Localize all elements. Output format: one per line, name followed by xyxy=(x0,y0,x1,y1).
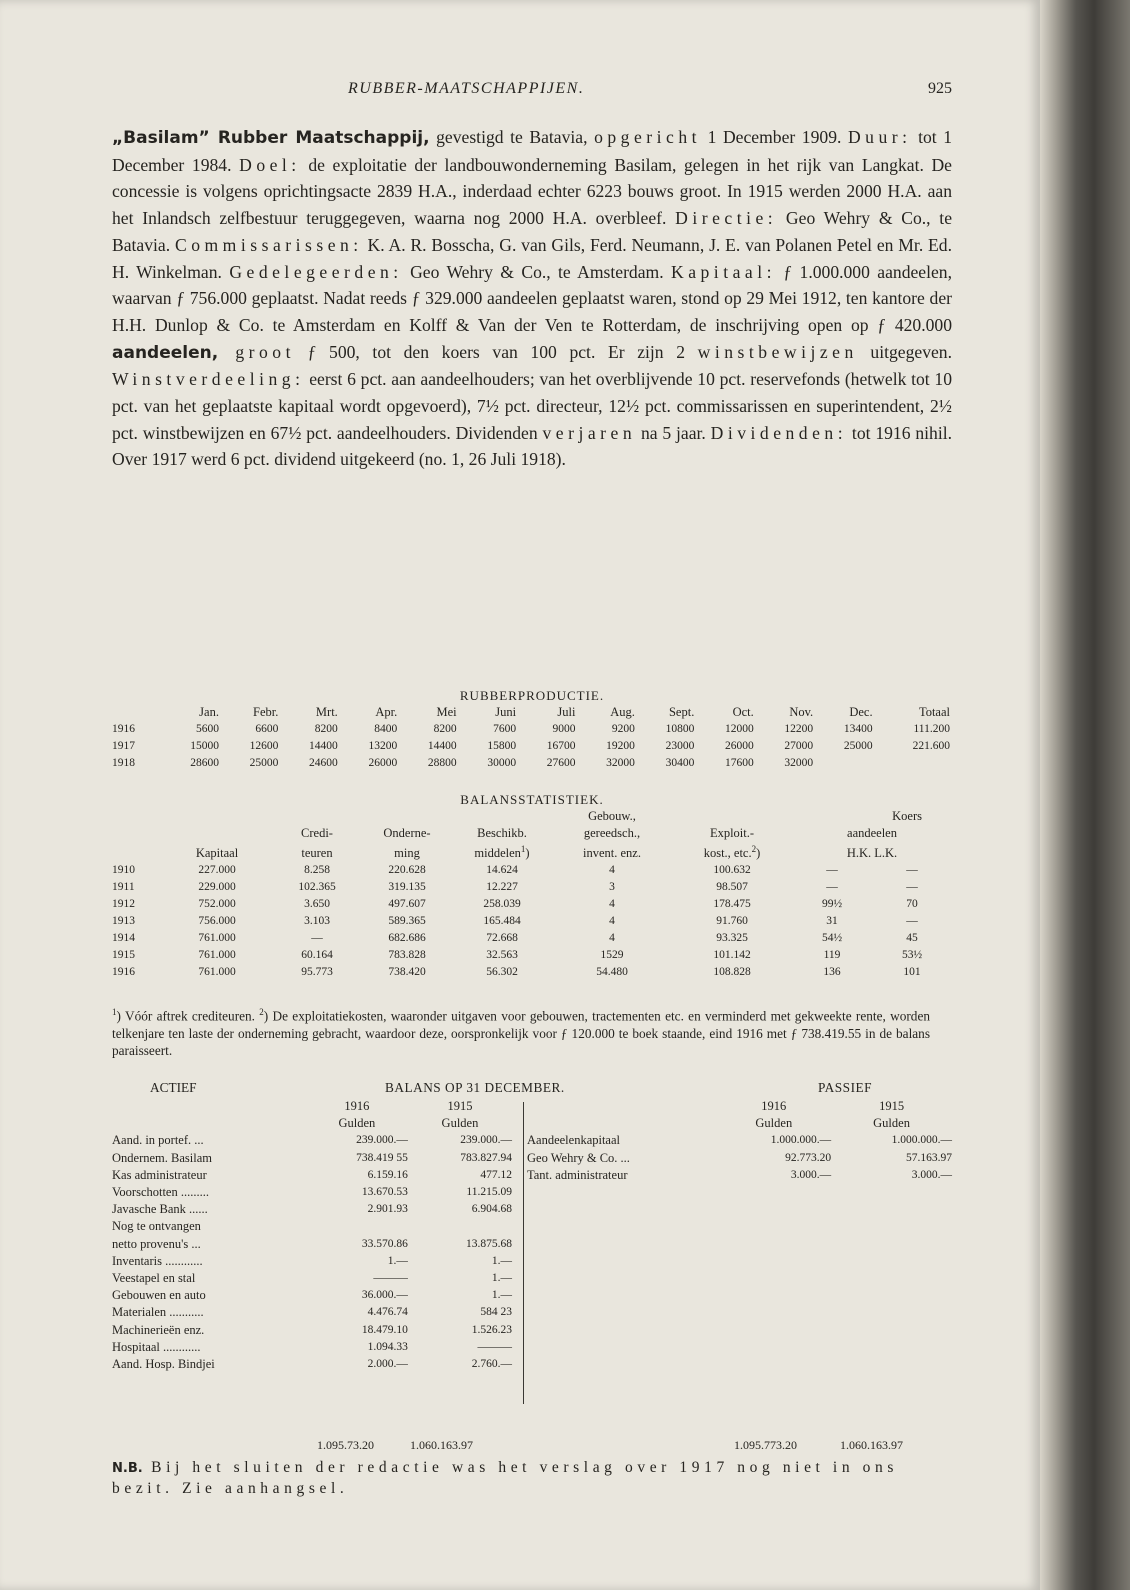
table-cell: Kas administrateur xyxy=(112,1167,207,1182)
passief-label: PASSIEF xyxy=(818,1080,873,1095)
column-header: Koers xyxy=(892,809,922,823)
table-cell: 14400 xyxy=(309,740,338,752)
actief-row xyxy=(112,1339,512,1356)
table-cell: ——— xyxy=(373,1272,408,1285)
table-cell: 682.686 xyxy=(388,931,426,944)
page-number: 925 xyxy=(928,80,952,97)
table-cell: 13400 xyxy=(843,723,873,735)
column-header: middelen$^1$) xyxy=(474,844,530,861)
column-header: Credi- xyxy=(301,825,333,840)
body-text: ƒ 500, tot den koers van 100 pct. Er zijn 2 xyxy=(294,341,698,362)
passief-row xyxy=(527,1150,952,1167)
actief-row xyxy=(112,1167,512,1184)
table-cell: Hospitaal ............ xyxy=(112,1339,201,1354)
table-header-row xyxy=(112,704,950,721)
spaced-term: Commissarissen: xyxy=(174,234,363,255)
table-cell: 2.901.93 xyxy=(367,1203,408,1216)
balans-title: BALANS OP 31 DECEMBER. xyxy=(385,1080,565,1095)
table-cell: 25000 xyxy=(249,757,279,769)
unit-header: Gulden xyxy=(873,1116,910,1131)
table-cell: 23000 xyxy=(665,740,695,752)
table-cell: 783.827.94 xyxy=(460,1151,512,1164)
table-cell: 4 xyxy=(609,897,615,910)
column-header: Totaal xyxy=(918,705,950,719)
balansstatistiek-title: BALANSSTATISTIEK. xyxy=(460,792,604,807)
table-cell: 30000 xyxy=(487,757,517,769)
spaced-term: winstbewijzen xyxy=(697,341,858,362)
table-cell: 5600 xyxy=(195,723,219,735)
actief-row xyxy=(112,1236,512,1253)
table-cell: 3.103 xyxy=(304,914,330,927)
table-cell: Nog te ontvangen xyxy=(112,1219,201,1234)
actief-total-1916: 1.095.73.20 xyxy=(317,1438,374,1452)
table-cell: 1916 xyxy=(112,723,135,735)
table-cell: 4 xyxy=(609,914,615,927)
column-header: invent. enz. xyxy=(583,846,641,861)
table-cell: 756.000 xyxy=(198,914,236,927)
table-cell: 8400 xyxy=(374,723,398,735)
balans-totals xyxy=(112,1438,952,1456)
year-header: 1915 xyxy=(447,1099,473,1113)
table-cell: 227.000 xyxy=(198,863,236,876)
body-text: tot 1 December 1984. xyxy=(112,127,952,175)
table-cell xyxy=(408,1218,512,1235)
table-cell: 738.420 xyxy=(388,965,426,978)
footnote-1: Vóór aftrek crediteuren. xyxy=(120,1008,260,1024)
body-text: K. A. R. Bosscha, G. van Gils, Ferd. Neumann, J. E. van Polanen Petel en Mr. Ed. H. Winkelman. xyxy=(112,234,952,282)
column-header: ming xyxy=(394,846,420,861)
table-cell: 57.163.97 xyxy=(906,1151,952,1164)
table-cell: 17600 xyxy=(725,757,754,769)
book-spine xyxy=(1040,0,1130,1590)
table-cell: — xyxy=(906,863,918,876)
table-cell: 16700 xyxy=(546,740,576,752)
table-cell: 72.668 xyxy=(486,931,518,944)
actief-table xyxy=(112,1098,512,1373)
table-cell xyxy=(306,1218,408,1235)
rubberproductie-table xyxy=(112,704,950,772)
table-cell: 1911 xyxy=(112,880,135,893)
table-cell: 319.135 xyxy=(388,880,426,893)
column-header: Juni xyxy=(495,705,517,719)
table-cell: 31 xyxy=(826,914,838,927)
table-cell: 6.159.16 xyxy=(367,1168,408,1181)
year-header: 1915 xyxy=(879,1099,905,1113)
table-cell: 229.000 xyxy=(198,880,236,893)
body-text: na 5 jaar. xyxy=(636,422,711,443)
body-text: Geo Wehry & Co., te Amsterdam. xyxy=(402,261,671,282)
column-header: Dec. xyxy=(849,705,873,719)
actief-row xyxy=(112,1132,512,1149)
body-text: 1 December 1909. xyxy=(701,127,848,147)
column-header: Juli xyxy=(557,705,576,719)
table-header-row xyxy=(112,1098,512,1115)
column-header-text: middelen xyxy=(474,846,521,861)
table-cell: 54½ xyxy=(821,931,843,944)
table-header-row xyxy=(527,1115,952,1132)
table-cell: 1913 xyxy=(112,914,135,927)
table-cell: 10800 xyxy=(665,723,695,735)
rubberproductie-body xyxy=(112,721,950,772)
table-cell: 477.12 xyxy=(480,1168,512,1181)
table-cell: 165.484 xyxy=(483,914,521,927)
table-cell: Javasche Bank ...... xyxy=(112,1202,208,1217)
actief-row xyxy=(112,1253,512,1270)
actief-total-1915: 1.060.163.97 xyxy=(410,1438,473,1452)
column-header: Apr. xyxy=(375,705,398,719)
actief-row xyxy=(112,1356,512,1373)
table-cell: Aandeelenkapitaal xyxy=(527,1133,621,1148)
passief-table xyxy=(527,1098,952,1184)
year-header: 1916 xyxy=(761,1099,787,1113)
footnote-mark: 1 xyxy=(112,1007,117,1017)
actief-label: ACTIEF xyxy=(150,1080,197,1095)
actief-row xyxy=(112,1287,512,1304)
table-cell: Veestapel en stal xyxy=(112,1271,196,1286)
table-cell: 1.000.000.— xyxy=(770,1134,832,1147)
column-header: aandeelen xyxy=(847,825,897,840)
table-cell: 25000 xyxy=(843,740,873,752)
production-row xyxy=(112,755,950,772)
table-cell: 14400 xyxy=(427,740,457,752)
nb-label: N.B. xyxy=(112,1461,143,1476)
table-cell: ——— xyxy=(477,1340,512,1353)
table-cell: 13200 xyxy=(368,740,398,752)
table-cell: 13.670.53 xyxy=(361,1186,408,1199)
table-cell: 738.419 55 xyxy=(356,1151,408,1164)
table-cell: 33.570.86 xyxy=(361,1237,408,1250)
balans-heading xyxy=(112,1080,952,1098)
table-header-row xyxy=(112,1115,512,1132)
table-cell: 497.607 xyxy=(388,897,426,910)
table-cell: 24600 xyxy=(309,757,338,769)
table-cell: 119 xyxy=(823,948,841,961)
company-entry xyxy=(112,124,952,473)
production-row xyxy=(112,721,950,738)
table-cell: 1529 xyxy=(600,948,624,961)
table-cell: 100.632 xyxy=(713,863,751,876)
balansstatistiek-body xyxy=(112,862,952,981)
running-head xyxy=(112,80,952,102)
table-cell: 752.000 xyxy=(198,897,236,910)
production-row xyxy=(112,738,950,755)
bold-term: aandeelen, xyxy=(112,342,219,363)
table-cell: 2.000.— xyxy=(367,1358,408,1371)
table-cell: 1.— xyxy=(491,1272,512,1285)
table-cell: 1916 xyxy=(112,965,135,978)
column-header: Mei xyxy=(436,705,457,719)
table-cell: 8200 xyxy=(433,723,457,735)
table-cell: 584 23 xyxy=(480,1306,512,1319)
table-cell: 4.476.74 xyxy=(367,1306,408,1319)
spaced-term: Winstverdeeling: xyxy=(112,369,305,390)
body-text: ƒ 1.000.000 aandeelen, waarvan ƒ 756.000 geplaatst. Nadat reeds ƒ 329.000 aandeelen geplaatst waren, stond op 29 Mei 1912, ten kantore der H.H. Dunlop & Co. te Amsterdam en Kolff & Van der Ven te Rotterdam, de inschrijving open op ƒ 420.000 xyxy=(112,261,952,335)
column-header: Exploit.- xyxy=(709,825,755,840)
table-header-row xyxy=(112,825,952,842)
table-cell: 239.000.— xyxy=(356,1134,408,1147)
spaced-term: Kapitaal: xyxy=(671,261,776,282)
table-cell: 1918 xyxy=(112,757,135,769)
statistics-row xyxy=(112,930,952,947)
table-cell: 30400 xyxy=(665,757,695,769)
column-header: Febr. xyxy=(253,705,279,719)
passief-row xyxy=(527,1132,952,1149)
table-cell: 54.480 xyxy=(596,965,628,978)
table-cell: 56.302 xyxy=(486,965,518,978)
table-cell: 1915 xyxy=(112,948,135,961)
table-cell: Materialen ........... xyxy=(112,1305,204,1320)
column-header: Nov. xyxy=(789,705,814,719)
table-header-row xyxy=(112,841,952,862)
statistics-row xyxy=(112,862,952,879)
table-cell: 1912 xyxy=(112,897,135,910)
table-cell: — xyxy=(311,931,323,944)
year-header: 1916 xyxy=(344,1099,370,1113)
body-text: tot 1916 nihil. Over 1917 werd 6 pct. dividend uitgekeerd (no. 1, 26 Juli 1918). xyxy=(112,422,952,470)
statistics-row xyxy=(112,913,952,930)
table-cell: 11.215.09 xyxy=(466,1186,512,1199)
table-cell: 95.773 xyxy=(301,965,333,978)
table-cell: 761.000 xyxy=(198,965,236,978)
table-cell: Inventaris ............ xyxy=(112,1253,203,1268)
column-header: H.K. L.K. xyxy=(846,846,898,861)
body-text: de exploitatie der landbouwonderneming Basilam, gelegen in het rijk van Langkat. De concessie is volgens oprichtingsacte 2839 H.A., inderdaad echter 6223 bouws groot. In 1915 werden 2000 H.A. aan het Inlandsch zelfbestuur teruggegeven, waarna nog 2000 H.A. overbleef. xyxy=(112,154,952,229)
spaced-term: Doel: xyxy=(239,154,301,175)
table-cell: 2.760.— xyxy=(471,1358,512,1371)
column-header: teuren xyxy=(301,846,333,861)
column-header: Kapitaal xyxy=(195,846,239,861)
spaced-term: Dividenden: xyxy=(710,422,848,443)
footnote-2: De exploitatiekosten, waaronder uitgaven voor gebouwen, tractementen etc. en verminderd met gekweekte rente, worden telkenjare ten laste der onderneming gebracht, waardoor deze, oorspronkelijk voor ƒ 120.000 te boek staande, eind 1916 met ƒ 738.419.55 in de balans paraisseert. xyxy=(112,1008,930,1058)
table-cell: 108.828 xyxy=(713,965,751,978)
table-cell: — xyxy=(826,863,838,876)
column-header: Jan. xyxy=(199,705,219,719)
column-header: Aug. xyxy=(610,705,635,719)
actief-row xyxy=(112,1150,512,1167)
table-cell: 32.563 xyxy=(486,948,518,961)
spaced-term: Duur: xyxy=(847,127,912,147)
table-cell xyxy=(813,755,872,772)
table-cell: 101.142 xyxy=(713,948,751,961)
table-cell: 60.164 xyxy=(301,948,333,961)
column-header: gereedsch., xyxy=(583,825,641,840)
table-cell: 6.904.68 xyxy=(471,1203,512,1216)
spaced-term: groot xyxy=(218,341,295,362)
table-cell: 9200 xyxy=(611,723,635,735)
table-cell: 8.258 xyxy=(304,863,330,876)
table-cell: 3.000.— xyxy=(911,1168,952,1181)
table-cell: 221.600 xyxy=(912,740,950,752)
table-cell: 45 xyxy=(906,931,918,944)
passief-row xyxy=(527,1167,952,1184)
statistics-row xyxy=(112,879,952,896)
table-cell: 9000 xyxy=(552,723,576,735)
table-cell: 26000 xyxy=(368,757,398,769)
body-text: eerst 6 pct. aan aandeelhouders; van het overblijvende 10 pct. reservefonds (hetwelk tot 10 pct. van het geplaatste kapitaal wordt opgevoerd), 7½ pct. directeur, 12½ pct. commissarissen en superintendent, 2½ pct. winstbewijzen en 67½ pct. aandeelhouders. Dividenden xyxy=(112,369,952,443)
footnote-mark: 1 xyxy=(520,844,526,854)
actief-row xyxy=(112,1322,512,1339)
table-cell: 220.628 xyxy=(388,863,426,876)
statistics-row xyxy=(112,896,952,913)
table-cell: Ondernem. Basilam xyxy=(112,1150,212,1165)
body-text: Geo Wehry & Co., te Batavia. xyxy=(112,208,952,255)
footnote-mark: 2 xyxy=(259,1007,264,1017)
table-cell: 111.200 xyxy=(913,723,950,735)
actief-row xyxy=(112,1304,512,1321)
table-cell: 92.773.20 xyxy=(785,1151,832,1164)
table-cell: 761.000 xyxy=(198,948,236,961)
column-header: Mrt. xyxy=(315,705,338,719)
table-cell: 99½ xyxy=(821,897,843,910)
statistics-row xyxy=(112,947,952,964)
table-cell: netto provenu's ... xyxy=(112,1236,201,1251)
column-header: Oct. xyxy=(732,705,754,719)
table-cell: 3.650 xyxy=(304,897,330,910)
table-cell: Machinerieën enz. xyxy=(112,1322,205,1337)
table-cell: 1910 xyxy=(112,863,135,876)
body-text: uitgegeven. xyxy=(857,341,952,362)
column-divider xyxy=(523,1102,524,1404)
table-cell: 27000 xyxy=(784,740,814,752)
table-cell: 32000 xyxy=(606,757,635,769)
table-cell: 32000 xyxy=(784,757,814,769)
table-cell: 19200 xyxy=(606,740,635,752)
table-cell: 178.475 xyxy=(713,897,751,910)
table-cell: — xyxy=(906,880,918,893)
table-cell: 3 xyxy=(609,880,615,893)
table-cell: 12200 xyxy=(784,723,814,735)
table-cell: Tant. administrateur xyxy=(527,1167,628,1182)
table-cell: — xyxy=(826,880,838,893)
table-cell: 1.— xyxy=(491,1254,512,1267)
table-cell: Aand. Hosp. Bindjei xyxy=(112,1357,215,1372)
table-cell: 1.526.23 xyxy=(471,1323,512,1336)
table-cell: 14.624 xyxy=(486,863,518,876)
table-header-row xyxy=(527,1098,952,1115)
table-cell: 3.000.— xyxy=(790,1168,832,1181)
table-cell: 1.— xyxy=(387,1254,408,1267)
table-cell: 98.507 xyxy=(716,880,748,893)
passief-total-1916: 1.095.773.20 xyxy=(734,1438,797,1452)
unit-header: Gulden xyxy=(441,1116,479,1131)
actief-row xyxy=(112,1270,512,1287)
table-cell: 13.875.68 xyxy=(466,1237,512,1250)
column-header-text: kost., etc. xyxy=(703,846,752,861)
footnotes: $^1$) Vóór aftrek crediteuren. $^2$) De exploitatiekosten, waaronder uitgaven voor gebouwen, tractementen etc. en verminderd met gekweekte rente, worden telkenjare ten laste der onderneming gebracht, waardoor deze, oorspronkelijk voor ƒ 120.000 te boek staande, eind 1916 met ƒ 738.419.55 in de balans paraisseert. xyxy=(112,1007,930,1058)
table-cell: 15000 xyxy=(190,740,219,752)
unit-header: Gulden xyxy=(338,1116,376,1131)
table-cell: 27600 xyxy=(546,757,576,769)
table-cell: 136 xyxy=(823,965,841,978)
table-cell: 6600 xyxy=(255,723,279,735)
table-cell: 12.227 xyxy=(486,880,518,893)
table-cell: 36.000.— xyxy=(361,1289,408,1302)
table-cell: 26000 xyxy=(725,740,754,752)
rubberproductie-title: RUBBERPRODUCTIE. xyxy=(459,688,605,703)
table-cell: 258.039 xyxy=(483,897,521,910)
spaced-term: Directie: xyxy=(675,208,778,229)
table-cell: 53½ xyxy=(901,948,923,961)
spaced-term: Gedelegeerden: xyxy=(229,261,403,282)
table-cell: 1.000.000.— xyxy=(891,1134,952,1147)
nota-bene xyxy=(112,1458,952,1499)
table-cell: Gebouwen en auto xyxy=(112,1288,206,1303)
body-text: gevestigd te Batavia, xyxy=(429,127,595,147)
table-cell: 12600 xyxy=(249,740,279,752)
column-header: Beschikb. xyxy=(477,825,527,840)
column-header: Onderne- xyxy=(383,825,431,840)
actief-body xyxy=(112,1132,512,1373)
column-header: kost., etc.$^2$) xyxy=(703,844,761,861)
table-cell: 12000 xyxy=(725,723,754,735)
table-cell xyxy=(873,755,950,772)
table-cell: 1.— xyxy=(491,1289,512,1302)
column-header: Sept. xyxy=(668,705,695,719)
table-cell: 70 xyxy=(906,897,918,910)
table-cell: Aand. in portef. ... xyxy=(112,1133,204,1148)
table-cell: 1914 xyxy=(112,931,135,944)
table-cell: 1917 xyxy=(112,740,135,752)
table-cell: 589.365 xyxy=(388,914,426,927)
table-cell: 102.365 xyxy=(298,880,336,893)
unit-header: Gulden xyxy=(755,1116,793,1131)
table-cell: 4 xyxy=(609,863,615,876)
table-cell: 7600 xyxy=(493,723,517,735)
actief-row xyxy=(112,1184,512,1201)
passief-body xyxy=(527,1132,952,1184)
passief-total-1915: 1.060.163.97 xyxy=(840,1438,903,1452)
table-cell: 28800 xyxy=(427,757,457,769)
footnote-mark: 2 xyxy=(751,844,757,854)
balansstatistiek-table xyxy=(112,808,952,981)
table-cell: 28600 xyxy=(190,757,219,769)
table-cell: 239.000.— xyxy=(460,1134,512,1147)
table-cell: 8200 xyxy=(314,723,338,735)
column-header xyxy=(112,704,160,721)
table-cell: 93.325 xyxy=(716,931,748,944)
table-cell: 101 xyxy=(903,965,921,978)
table-cell: 18.479.10 xyxy=(361,1323,408,1336)
spaced-term: verjaren xyxy=(542,422,637,443)
spaced-term: opgericht xyxy=(594,127,702,147)
running-title: RUBBER-MAATSCHAPPIJEN. xyxy=(348,80,585,97)
table-cell: — xyxy=(906,914,918,927)
actief-row xyxy=(112,1201,512,1218)
table-cell: Voorschotten ......... xyxy=(112,1185,209,1200)
company-name: „Basilam” Rubber Maatschappij, xyxy=(112,128,430,148)
table-cell: 1.094.33 xyxy=(367,1340,408,1353)
table-cell: 783.828 xyxy=(388,948,426,961)
table-cell: 91.760 xyxy=(716,914,748,927)
table-cell: 15800 xyxy=(487,740,517,752)
statistics-row xyxy=(112,964,952,981)
nb-text: Bij het sluiten der redactie was het verslag over 1917 nog niet in ons bezit. Zie aanhangsel. xyxy=(112,1459,898,1497)
table-header-row xyxy=(112,808,952,825)
table-cell: 4 xyxy=(609,931,615,944)
table-cell: 761.000 xyxy=(198,931,236,944)
actief-row xyxy=(112,1218,512,1235)
column-header: Gebouw., xyxy=(588,809,636,823)
table-cell: Geo Wehry & Co. ... xyxy=(527,1150,630,1165)
